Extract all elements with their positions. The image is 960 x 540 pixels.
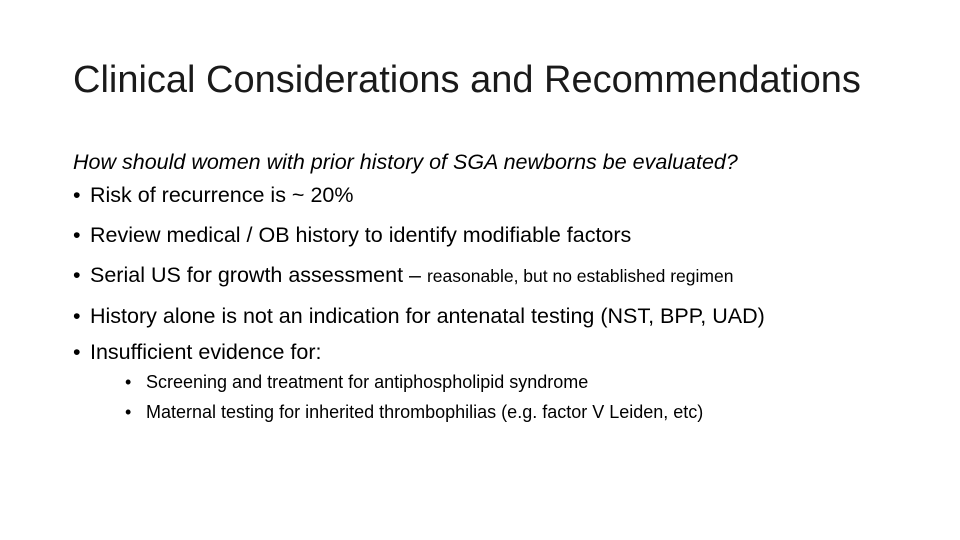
bullet-icon: • xyxy=(73,304,81,328)
sub-bullet-list xyxy=(125,371,903,423)
sub-bullet-item-antiphospholipid xyxy=(125,371,903,393)
bullet-item-insufficient-evidence xyxy=(73,339,903,423)
bullet-icon: • xyxy=(73,183,81,207)
bullet-icon: • xyxy=(73,340,81,364)
bullet-text: Insufficient evidence for: xyxy=(90,340,322,364)
bullet-item-antenatal-testing xyxy=(73,303,850,329)
bullet-text: Serial US for growth assessment – xyxy=(90,263,427,287)
bullet-item-recurrence xyxy=(73,182,903,208)
bullet-icon: • xyxy=(125,402,132,422)
bullet-icon: • xyxy=(73,263,81,287)
slide-body xyxy=(73,146,903,437)
question-text: How should women with prior history of SGA newborns be evaluated? xyxy=(73,150,738,174)
bullet-item-serial-us xyxy=(73,262,903,289)
sub-bullet-text: Screening and treatment for antiphospholipid syndrome xyxy=(146,372,589,392)
slide-title: Clinical Considerations and Recommendations xyxy=(73,59,861,101)
bullet-text: History alone is not an indication for antenatal testing (NST, BPP, UAD) xyxy=(90,304,765,328)
sub-bullet-text: Maternal testing for inherited thrombophilias (e.g. factor V Leiden, etc) xyxy=(146,402,704,422)
bullet-icon: • xyxy=(125,372,132,392)
bullet-icon: • xyxy=(73,223,81,247)
bullet-text: Review medical / OB history to identify modifiable factors xyxy=(90,223,632,247)
bullet-text: Risk of recurrence is ~ 20% xyxy=(90,183,354,207)
bullet-item-history-review xyxy=(73,222,903,248)
bullet-text-note: reasonable, but no established regimen xyxy=(426,266,734,286)
sub-bullet-item-thrombophilias xyxy=(125,401,903,423)
